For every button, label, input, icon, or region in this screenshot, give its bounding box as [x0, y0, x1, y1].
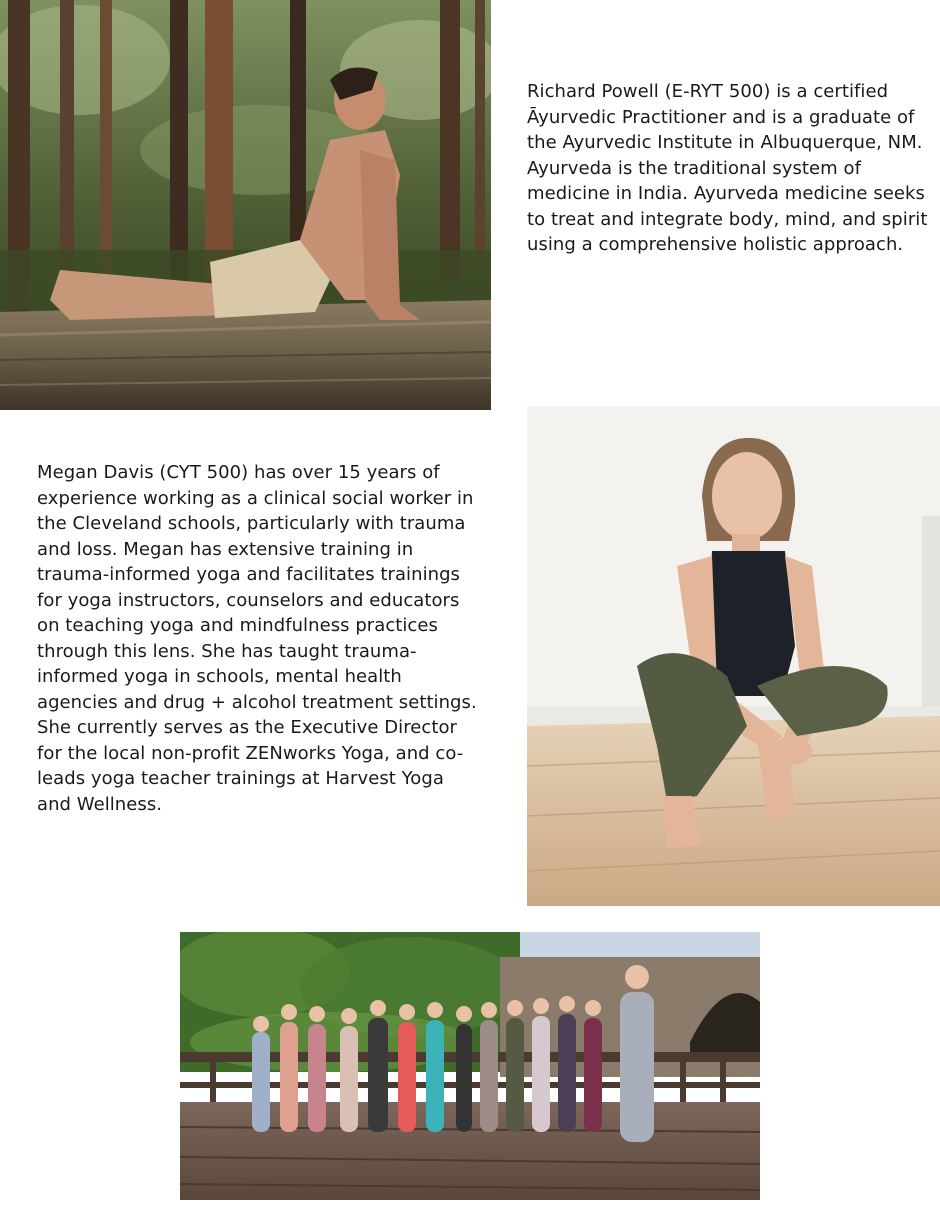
richard-photo	[0, 0, 491, 410]
richard-bio: Richard Powell (E-RYT 500) is a certified Āyurvedic Practitioner and is a graduate of the Ayurvedic Institute in Albuquerque, NM. Ayurveda is the traditional system of medicine in India. Ayurveda medicine seeks to treat and integrate body, mind, and spirit using a comprehensive holistic approach.	[527, 81, 928, 255]
group-photo	[180, 932, 760, 1200]
megan-bio: Megan Davis (CYT 500) has over 15 years of experience working as a clinical social worker in the Cleveland schools, particularly with trauma and loss. Megan has extensive training in trauma-informed yoga and facilitates trainings for yoga instructors, counselors and educators on teaching yoga and mindfulness practices through this lens. She has taught trauma-informed yoga in schools, mental health agencies and drug + alcohol treatment settings. She currently serves as the Executive Director for the local non-profit ZENworks Yoga, and co-leads yoga teacher trainings at Harvest Yoga and Wellness.	[37, 462, 477, 815]
megan-photo	[527, 406, 940, 906]
